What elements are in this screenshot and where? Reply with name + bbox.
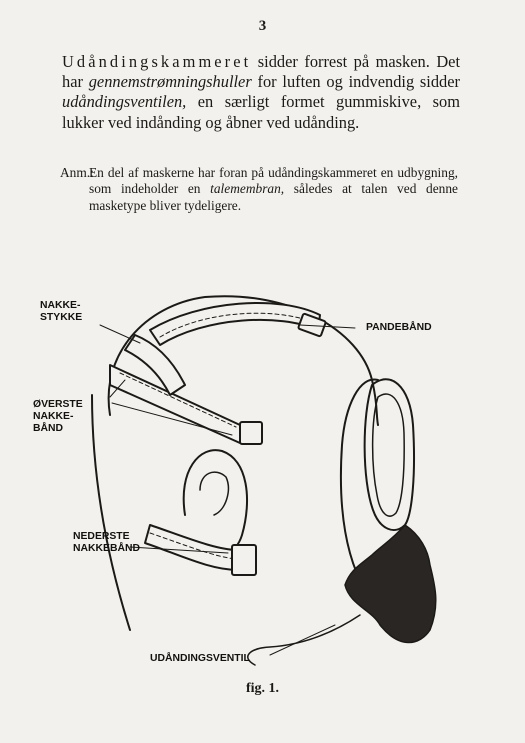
italic-term-2: udåndingsventilen, — [62, 92, 187, 112]
label-nederste-nakkebaand: NEDERSTE NAKKEBÅND — [73, 531, 140, 554]
gas-mask-illustration — [0, 285, 525, 685]
note-label: Anm.: — [60, 165, 94, 180]
figure-caption: fig. 1. — [245, 681, 280, 696]
valve-tube — [248, 615, 360, 665]
page-number: 3 — [258, 18, 267, 34]
upper-buckle — [240, 422, 262, 444]
body-paragraph — [62, 52, 460, 133]
label-overste-nakkebaand: ØVERSTE NAKKE- BÅND — [33, 399, 83, 434]
paragraph-text-3: en særligt formet gummiskive, som lukker ved indånding og åbner ved udånding. — [62, 92, 460, 132]
note-text-1: En del af maskerne har foran på udåndingskammeret en udbygning, som indeholder en — [89, 165, 458, 197]
italic-term-1: gennemstrømningshuller — [88, 72, 252, 92]
note-italic-term: talemembran, — [210, 181, 285, 197]
neck-line — [92, 395, 130, 630]
neck-piece-strap — [150, 303, 320, 345]
lower-buckle — [232, 545, 256, 575]
label-nakkestykke: NAKKE- STYKKE — [40, 300, 83, 323]
note-text — [89, 165, 458, 214]
label-udaandingsventil: UDÅNDINGSVENTIL — [150, 653, 250, 664]
spaced-term: Udåndingskammeret — [62, 52, 252, 71]
exhale-chamber — [345, 525, 436, 643]
ear-inner — [200, 472, 228, 515]
paragraph-text-1: sidder forrest på masken. Det har — [62, 52, 460, 92]
note-text-2: således at talen ved denne masketype bliver tydeligere. — [89, 181, 458, 213]
label-pandebaand: PANDEBÅND — [366, 322, 432, 333]
paragraph-text-2: for luften og indvendig sidder — [251, 72, 460, 92]
figure — [0, 285, 525, 685]
